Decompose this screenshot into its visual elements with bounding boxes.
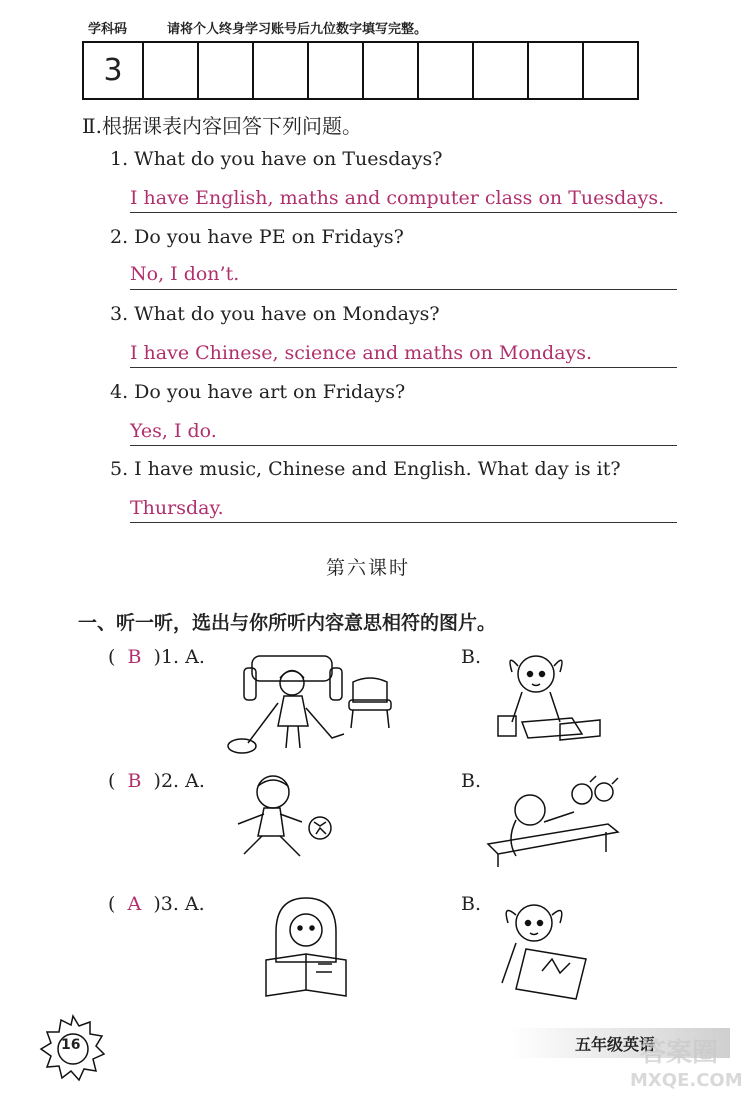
illustration-girl-doing-homework <box>488 646 613 746</box>
answer-line <box>130 445 677 446</box>
answer-line <box>130 289 677 290</box>
item-1-option-b-label: B. <box>461 646 482 668</box>
book-label: 五年级英语 <box>575 1035 656 1054</box>
illustration-girl-drawing-picture <box>486 893 596 1003</box>
account-number-grid <box>82 41 639 100</box>
item-3-label: 3. A. <box>160 893 205 915</box>
answer-line <box>130 367 677 368</box>
digit-box[interactable] <box>362 43 417 98</box>
account-instruction: 请将个人终身学习账号后九位数字填写完整。 <box>167 22 428 37</box>
answer-5: Thursday. <box>130 497 224 519</box>
item-2-option-b-label: B. <box>461 770 482 792</box>
digit-box[interactable] <box>252 43 307 98</box>
watermark-logo: 答案圈 <box>640 1038 719 1068</box>
page-number: 16 <box>61 1037 81 1053</box>
question-5: 5. I have music, Chinese and English. What day is it? <box>110 458 621 480</box>
answer-1: I have English, maths and computer class on Tuesdays. <box>130 187 665 209</box>
item-3-answer: A <box>127 893 142 915</box>
subject-code-value: 3 <box>103 53 123 88</box>
illustration-armchair <box>345 672 395 732</box>
digit-box[interactable] <box>142 43 197 98</box>
subject-code-label: 学科码 <box>88 22 128 37</box>
answer-3: I have Chinese, science and maths on Mondays. <box>130 342 593 364</box>
watermark-url: MXQE.COM <box>630 1070 743 1091</box>
question-2: 2. Do you have PE on Fridays? <box>110 226 404 248</box>
illustration-boy-playing-football <box>228 770 343 870</box>
question-4: 4. Do you have art on Fridays? <box>110 381 406 403</box>
illustration-children-at-desk <box>486 772 626 867</box>
item-2-answer: B <box>127 770 142 792</box>
digit-box[interactable] <box>472 43 527 98</box>
answer-4: Yes, I do. <box>130 420 217 442</box>
answer-line <box>130 522 677 523</box>
item-1-answer-slot[interactable]: ( B )1. A. <box>108 646 205 668</box>
answer-line <box>130 212 677 213</box>
digit-box[interactable] <box>527 43 582 98</box>
part-1-title: 一、听一听，选出与你所听内容意思相符的图片。 <box>78 612 497 634</box>
item-3-answer-slot[interactable]: ( A )3. A. <box>108 893 205 915</box>
item-3-option-b-label: B. <box>461 893 482 915</box>
item-2-label: 2. A. <box>160 770 205 792</box>
digit-box[interactable] <box>582 43 637 98</box>
item-2-answer-slot[interactable]: ( B )2. A. <box>108 770 205 792</box>
question-3: 3. What do you have on Mondays? <box>110 303 440 325</box>
question-1: 1. What do you have on Tuesdays? <box>110 148 443 170</box>
illustration-girl-reading-book <box>246 892 356 1002</box>
digit-box[interactable] <box>417 43 472 98</box>
item-1-answer: B <box>127 646 142 668</box>
illustration-girl-vacuuming <box>222 648 352 758</box>
lesson-title: 第六课时 <box>326 557 411 579</box>
item-1-label: 1. A. <box>160 646 205 668</box>
section-2-title: Ⅱ.根据课表内容回答下列问题。 <box>82 114 362 138</box>
digit-box[interactable] <box>197 43 252 98</box>
answer-2: No, I don’t. <box>130 263 240 285</box>
digit-box[interactable] <box>307 43 362 98</box>
